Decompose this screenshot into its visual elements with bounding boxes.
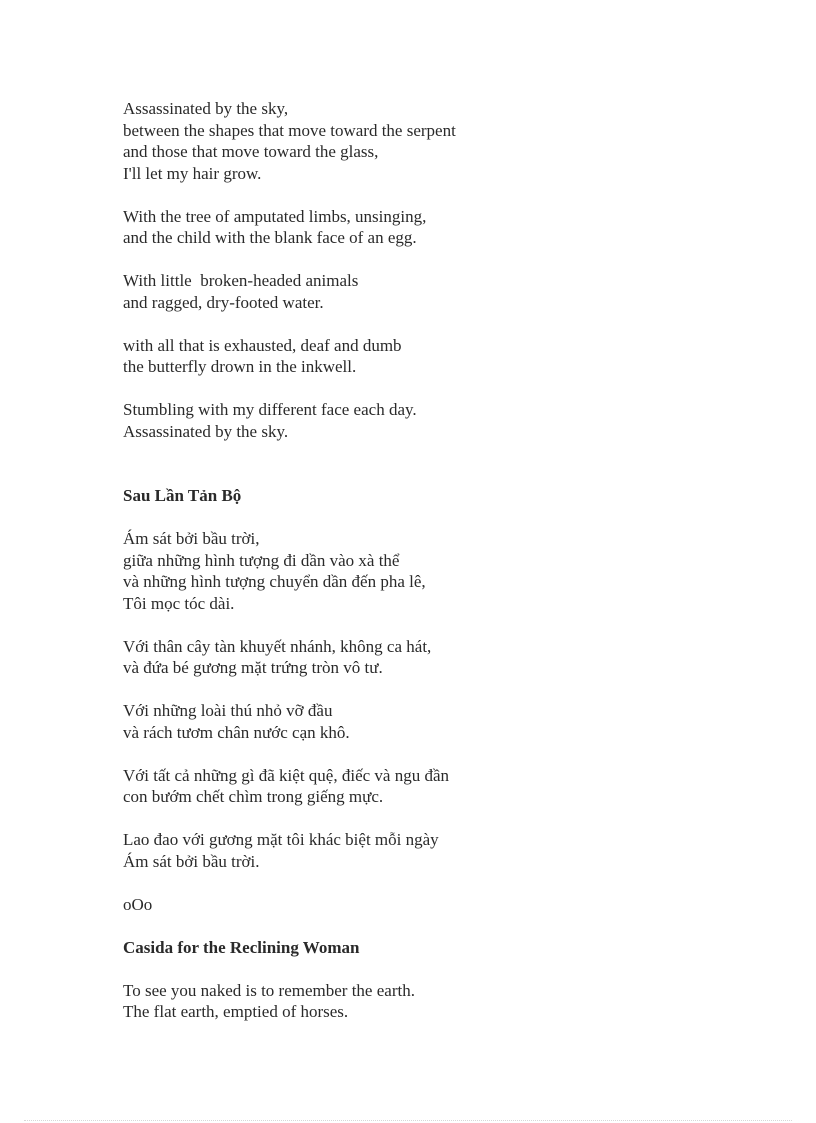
poem-line: Ám sát bởi bầu trời.	[123, 851, 260, 871]
stanza	[123, 765, 723, 808]
poem-line: the butterfly drown in the inkwell.	[123, 357, 357, 376]
poem-line: Với những loài thú nhỏ vỡ đầu	[123, 701, 333, 720]
poem-line: Assassinated by the sky.	[123, 421, 289, 441]
poem-line: Tôi mọc tóc dài.	[123, 593, 235, 613]
poem-line: The flat earth, emptied of horses.	[123, 1002, 349, 1021]
stanza	[123, 980, 723, 1023]
stanza	[123, 528, 723, 614]
poem-line: và rách tươm chân nước cạn khô.	[123, 722, 350, 742]
poem-line: and those that move toward the glass,	[123, 142, 379, 161]
stanza	[123, 206, 723, 249]
poem-line: With the tree of amputated limbs, unsinging,	[123, 206, 427, 226]
poem-line: Stumbling with my different face each day.	[123, 400, 417, 419]
spacer	[123, 464, 723, 486]
poem-line: Với tất cả những gì đã kiệt quệ, điếc và ngu đần	[123, 765, 449, 785]
stanza	[123, 700, 723, 743]
stanza	[123, 636, 723, 679]
stanza	[123, 399, 723, 442]
stanza	[123, 829, 723, 872]
poem-line: With little broken-headed animals	[123, 271, 359, 290]
stanza	[123, 98, 723, 184]
poem-line: Lao đao với gương mặt tôi khác biệt mỗi ngày	[123, 830, 439, 849]
poem-line: between the shapes that move toward the serpent	[123, 120, 456, 140]
poem-line: và những hình tượng chuyển dần đến pha lê,	[123, 572, 426, 591]
poem-line: và đứa bé gương mặt trứng tròn vô tư.	[123, 658, 383, 677]
poem-english	[123, 98, 723, 442]
page-content	[123, 98, 723, 1044]
poem-vietnamese	[123, 485, 723, 872]
poem-line: with all that is exhausted, deaf and dumb	[123, 335, 402, 355]
poem-line: giữa những hình tượng đi dần vào xà thể	[123, 550, 400, 570]
stanza	[123, 335, 723, 378]
poem-title: Sau Lần Tản Bộ	[123, 486, 242, 505]
page-bottom-rule	[24, 1120, 792, 1121]
poem-line: and the child with the blank face of an egg.	[123, 228, 417, 247]
poem-casida	[123, 937, 723, 1023]
poem-title: Casida for the Reclining Woman	[123, 937, 360, 957]
poem-line: Assassinated by the sky,	[123, 99, 289, 118]
poem-line: Ám sát bởi bầu trời,	[123, 529, 260, 548]
stanza	[123, 270, 723, 313]
poem-line: con bướm chết chìm trong giếng mực.	[123, 787, 384, 806]
poem-line: and ragged, dry-footed water.	[123, 292, 324, 312]
poem-line: Với thân cây tàn khuyết nhánh, không ca hát,	[123, 636, 432, 656]
section-separator: oOo	[123, 894, 153, 914]
poem-line: To see you naked is to remember the earth.	[123, 980, 415, 1000]
poem-line: I'll let my hair grow.	[123, 163, 262, 183]
